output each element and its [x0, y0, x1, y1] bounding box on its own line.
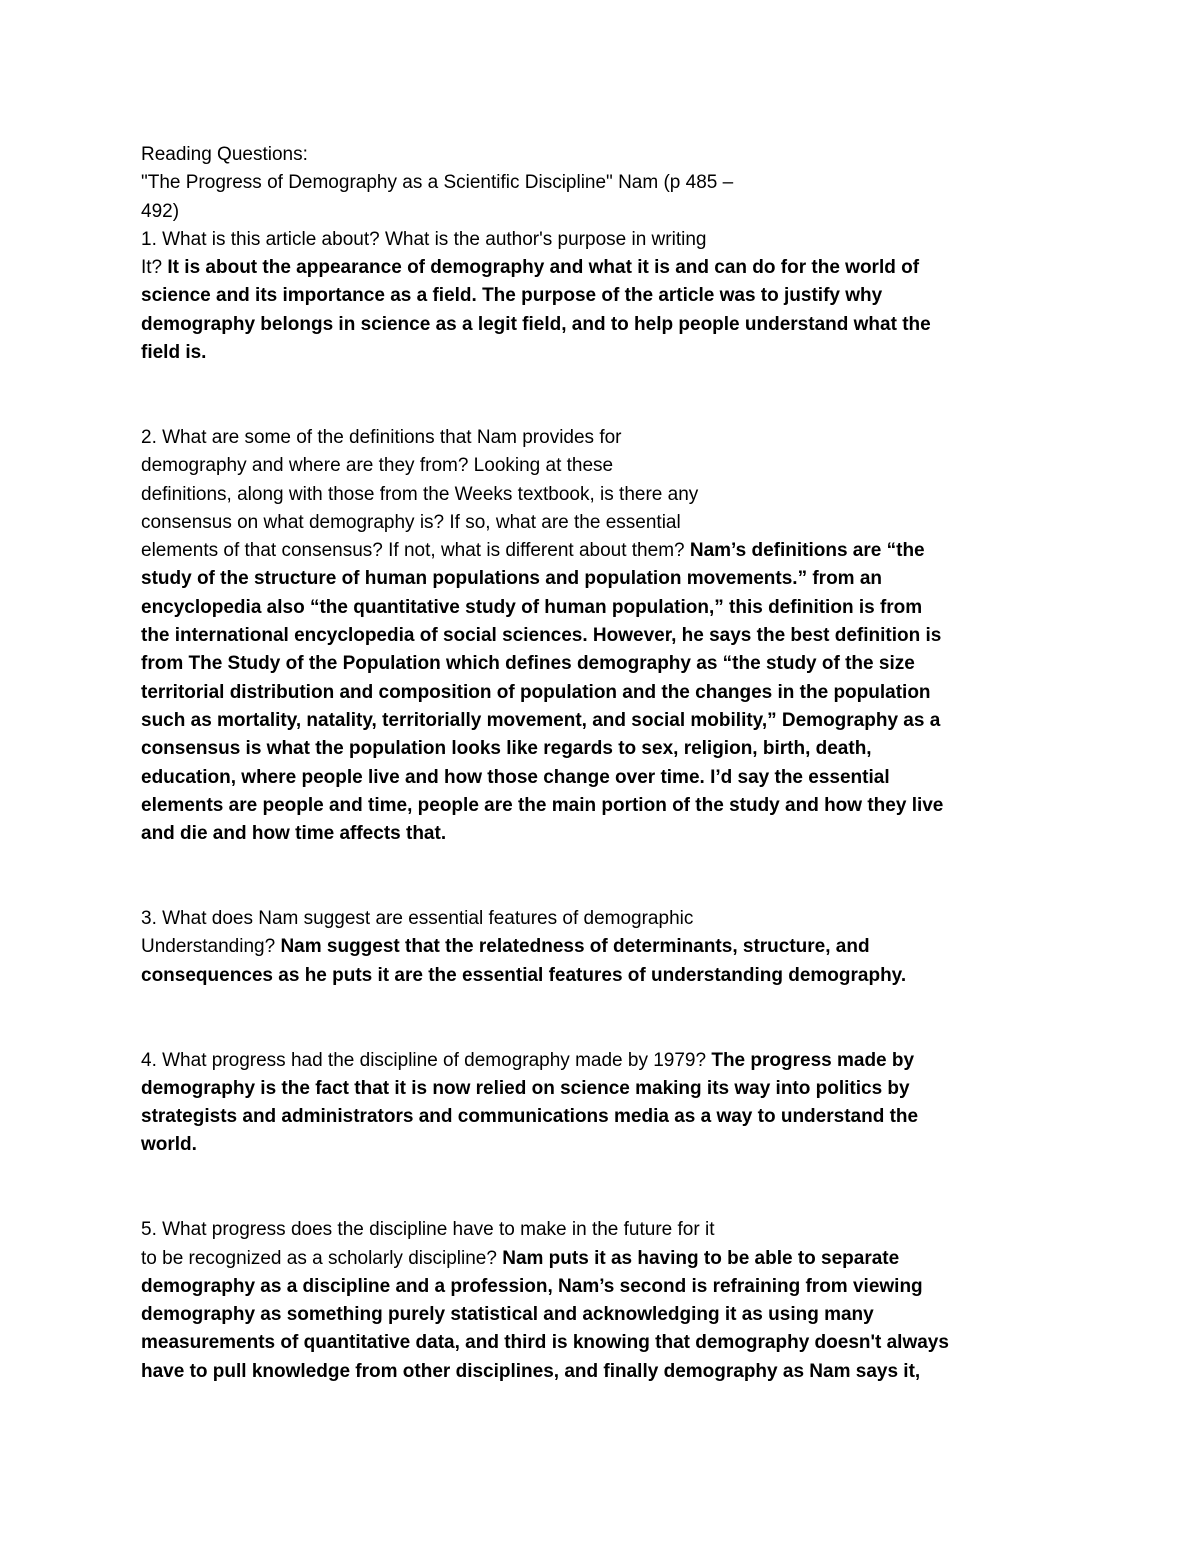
question-1-line-2: [141, 254, 1066, 282]
question-2-line-5: [141, 537, 1066, 565]
question-4-text: 4. What progress had the discipline of demography made by 1979?: [141, 1049, 712, 1071]
answer-2-line: such as mortality, natality, territorially movement, and social mobility,” Demography as a: [141, 709, 941, 731]
question-2-text: 2. What are some of the definitions that Nam provides for: [141, 426, 622, 448]
question-2-text: definitions, along with those from the Weeks textbook, is there any: [141, 483, 699, 505]
question-2: [141, 424, 1066, 848]
answer-1-line: field is.: [141, 342, 207, 364]
question-1-text-end: It?: [141, 257, 168, 279]
answer-2-line: education, where people live and how those change over time. I’d say the essential: [141, 766, 890, 788]
question-5-text: 5. What progress does the discipline have to make in the future for it: [141, 1219, 715, 1241]
spacer: [141, 1160, 1066, 1217]
answer-5-line: have to pull knowledge from other disciplines, and finally demography as Nam says it,: [141, 1360, 921, 1382]
answer-2-line: consensus is what the population looks like regards to sex, religion, birth, death,: [141, 738, 872, 760]
answer-5-start: Nam puts it as having to be able to separate: [502, 1247, 900, 1269]
question-2-text: demography and where are they from? Looking at these: [141, 455, 614, 477]
question-5-line-2: [141, 1245, 1066, 1273]
answer-3-line: consequences as he puts it are the essential features of understanding demography.: [141, 964, 907, 986]
spacer: [141, 848, 1066, 905]
spacer: [141, 990, 1066, 1047]
answer-5-line: demography as a discipline and a profession, Nam’s second is refraining from viewing: [141, 1275, 923, 1297]
answer-1-start: It is about the appearance of demography and what it is and can do for the world of: [167, 257, 920, 279]
header-article: "The Progress of Demography as a Scientific Discipline" Nam (p 485 –: [141, 172, 734, 194]
question-1-text: 1. What is this article about? What is the author's purpose in writing: [141, 228, 707, 250]
answer-4-line: strategists and administrators and communications media as a way to understand the: [141, 1106, 919, 1128]
question-4-line-1: [141, 1047, 1066, 1075]
answer-4-start: The progress made by: [711, 1049, 915, 1071]
question-5-text-end: to be recognized as a scholarly discipline?: [141, 1247, 503, 1269]
spacer: [141, 367, 1066, 424]
question-3-text: 3. What does Nam suggest are essential features of demographic: [141, 908, 694, 930]
question-3: [141, 905, 1066, 990]
answer-2-line: territorial distribution and composition of population and the changes in the population: [141, 681, 931, 703]
answer-2-line: from The Study of the Population which defines demography as “the study of the size: [141, 653, 915, 675]
answer-2-line: and die and how time affects that.: [141, 823, 447, 845]
question-3-text-end: Understanding?: [141, 936, 281, 958]
answer-5-line: measurements of quantitative data, and third is knowing that demography doesn't always: [141, 1332, 949, 1354]
answer-2-start: Nam’s definitions are “the: [689, 540, 925, 562]
answer-2-line: the international encyclopedia of social sciences. However, he says the best definition is: [141, 625, 942, 647]
question-2-text: consensus on what demography is? If so, what are the essential: [141, 511, 681, 533]
question-3-line-2: [141, 933, 1066, 961]
answer-2-line: study of the structure of human populations and population movements.” from an: [141, 568, 883, 590]
answer-4-line: world.: [141, 1134, 197, 1156]
document-body: [141, 141, 1066, 1386]
question-2-text-end: elements of that consensus? If not, what is different about them?: [141, 540, 690, 562]
answer-3-start: Nam suggest that the relatedness of determinants, structure, and: [280, 936, 870, 958]
header-title: Reading Questions:: [141, 144, 308, 165]
question-1: [141, 226, 1066, 367]
question-4: [141, 1047, 1066, 1160]
answer-1-line: demography belongs in science as a legit field, and to help people understand what the: [141, 313, 931, 335]
answer-2-line: encyclopedia also “the quantitative study of human population,” this definition is from: [141, 596, 923, 618]
question-5: [141, 1216, 1066, 1386]
answer-4-line: demography is the fact that it is now relied on science making its way into politics by: [141, 1077, 910, 1099]
answer-1-line: science and its importance as a field. The purpose of the article was to justify why: [141, 285, 883, 307]
answer-5-line: demography as something purely statistical and acknowledging it as using many: [141, 1304, 874, 1326]
header-pages: 492): [141, 200, 180, 222]
answer-2-line: elements are people and time, people are the main portion of the study and how they live: [141, 794, 944, 816]
